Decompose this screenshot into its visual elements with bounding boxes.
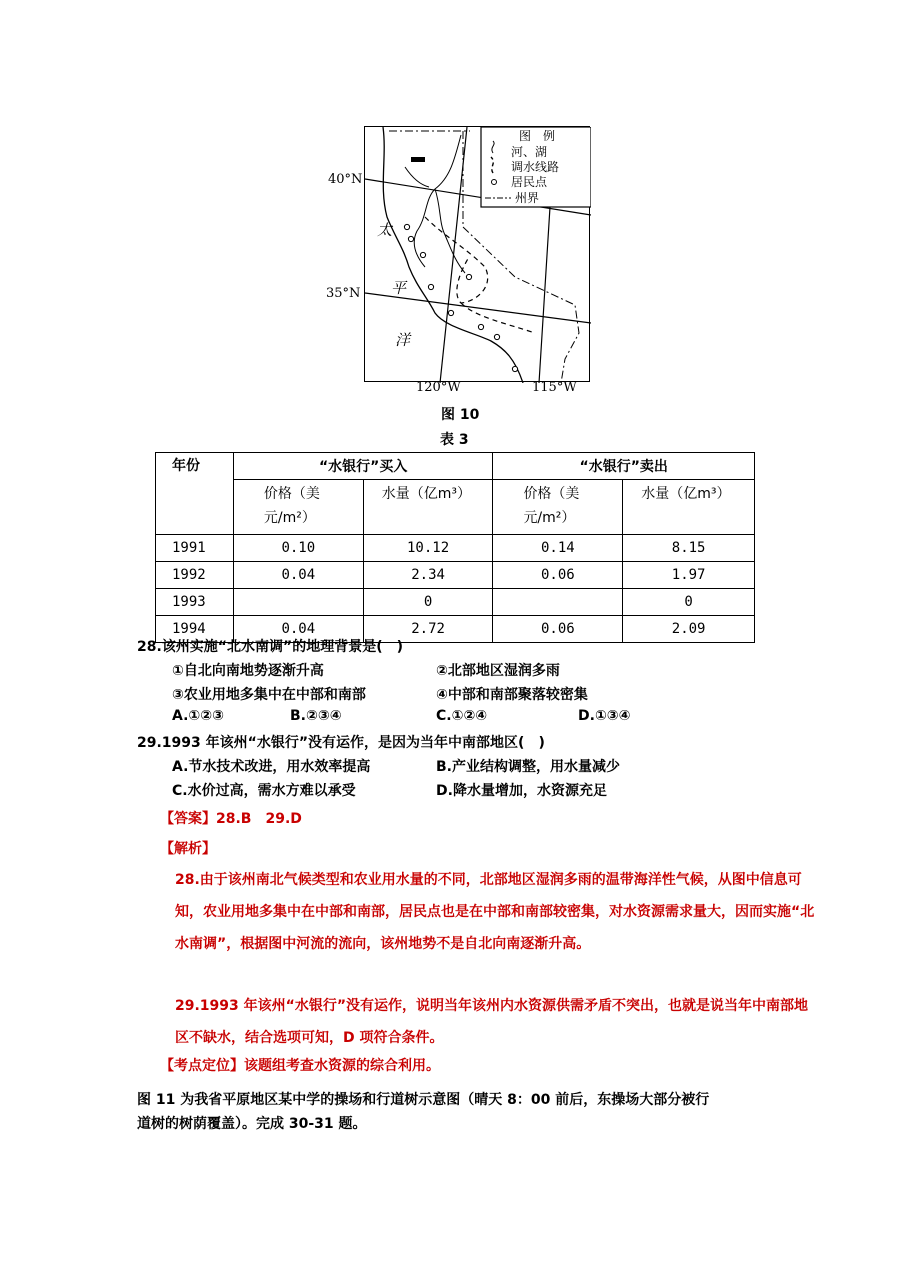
cell-sell-price: 0.06 — [493, 616, 623, 643]
analysis-label: 【解析】 — [160, 841, 216, 857]
table-subheader-row — [156, 480, 755, 535]
legend-settlement: 居民点 — [511, 175, 548, 189]
q28-stem: 28.该州实施“北水南调”的地理背景是( ) — [137, 639, 403, 655]
table-header-row — [156, 453, 755, 480]
q28-option-2: ②北部地区湿润多雨 — [436, 663, 560, 679]
table-row — [156, 562, 755, 589]
answer-line: 【答案】28.B 29.D — [160, 811, 302, 827]
legend-transfer-route: 调水线路 — [511, 160, 560, 174]
q29-choice-a: A.节水技术改进，用水效率提高 — [172, 759, 371, 775]
cell-buy-volume: 0 — [363, 589, 493, 616]
cell-year: 1991 — [156, 535, 234, 562]
intro-line-2: 道树的树荫覆盖）。完成 30-31 题。 — [137, 1116, 367, 1132]
header-buy: “水银行”买入 — [233, 453, 493, 480]
q28-option-4: ④中部和南部聚落较密集 — [436, 687, 588, 703]
q29-choice-c: C.水价过高，需水方难以承受 — [172, 783, 356, 799]
cell-sell-price: 0.06 — [493, 562, 623, 589]
cell-sell-price — [493, 589, 623, 616]
header-sell-price-line2: 元/m²） — [523, 510, 576, 526]
cell-buy-volume: 10.12 — [363, 535, 493, 562]
q28-choice-c: C.①②④ — [436, 708, 488, 724]
q28-choice-a: A.①②③ — [172, 708, 224, 724]
figure-caption: 图 10 — [441, 407, 480, 423]
q28-option-3: ③农业用地多集中在中部和南部 — [172, 687, 366, 703]
header-buy-volume: 水量（亿m³） — [363, 480, 493, 535]
cell-year: 1992 — [156, 562, 234, 589]
intro-line-1: 图 11 为我省平原地区某中学的操场和行道树示意图（晴天 8：00 前后，东操场大部分被行 — [137, 1092, 710, 1108]
cell-sell-volume: 1.97 — [623, 562, 755, 589]
latitude-35-label: 35°N — [326, 286, 361, 301]
cell-buy-volume: 2.34 — [363, 562, 493, 589]
header-sell-price — [493, 480, 623, 535]
q28-choice-d: D.①③④ — [578, 708, 631, 724]
longitude-120-label: 120°W — [416, 380, 461, 395]
q29-choice-d: D.降水量增加，水资源充足 — [436, 783, 607, 799]
header-year: 年份 — [156, 453, 234, 535]
cell-buy-price: 0.04 — [233, 616, 363, 643]
legend-river-lake: 河、湖 — [511, 145, 548, 159]
cell-buy-price: 0.04 — [233, 562, 363, 589]
q28-choice-b: B.②③④ — [290, 708, 342, 724]
header-sell: “水银行”卖出 — [493, 453, 755, 480]
california-map — [364, 126, 590, 382]
analysis-q29: 29.1993 年该州“水银行”没有运作，说明当年该州内水资源供需矛盾不突出，也就是说当年中南部地区不缺水，结合选项可知，D 项符合条件。 — [175, 998, 809, 1046]
header-sell-price-line1: 价格（美 — [523, 486, 580, 502]
longitude-115-label: 115°W — [532, 380, 577, 395]
kaodian-line: 【考点定位】该题组考查水资源的综合利用。 — [160, 1058, 440, 1074]
q29-stem: 29.1993 年该州“水银行”没有运作，是因为当年中南部地区( ) — [137, 735, 545, 751]
table-row — [156, 589, 755, 616]
table-caption: 表 3 — [440, 432, 469, 448]
cell-year: 1994 — [156, 616, 234, 643]
q29-choice-b: B.产业结构调整，用水量减少 — [436, 759, 620, 775]
latitude-40-label: 40°N — [328, 172, 363, 187]
ocean-char-3: 洋 — [395, 331, 411, 349]
ocean-char-2: 平 — [391, 279, 407, 297]
cell-sell-volume: 8.15 — [623, 535, 755, 562]
table-row — [156, 535, 755, 562]
legend-title: 图 例 — [519, 129, 556, 143]
cell-buy-price: 0.10 — [233, 535, 363, 562]
header-buy-price-line1: 价格（美 — [263, 486, 320, 502]
cell-buy-volume: 2.72 — [363, 616, 493, 643]
ocean-char-1: 太 — [377, 221, 393, 239]
cell-sell-price: 0.14 — [493, 535, 623, 562]
header-sell-volume: 水量（亿m³） — [623, 480, 755, 535]
cell-sell-volume: 0 — [623, 589, 755, 616]
cell-sell-volume: 2.09 — [623, 616, 755, 643]
header-buy-price-line2: 元/m²） — [263, 510, 316, 526]
water-bank-table — [155, 452, 755, 643]
legend-state-boundary: 州界 — [515, 191, 540, 205]
cell-year: 1993 — [156, 589, 234, 616]
cell-buy-price — [233, 589, 363, 616]
header-buy-price — [233, 480, 363, 535]
q28-option-1: ①自北向南地势逐渐升高 — [172, 663, 324, 679]
analysis-q28: 28.由于该州南北气候类型和农业用水量的不同，北部地区湿润多雨的温带海洋性气候，从图中信息可知，农业用地多集中在中部和南部，居民点也是在中部和南部较密集，对水资源需求量大，因而实施“北水南调”，根据图中河流的流向，该州地势不是自北向南逐渐升高。 — [175, 872, 815, 952]
